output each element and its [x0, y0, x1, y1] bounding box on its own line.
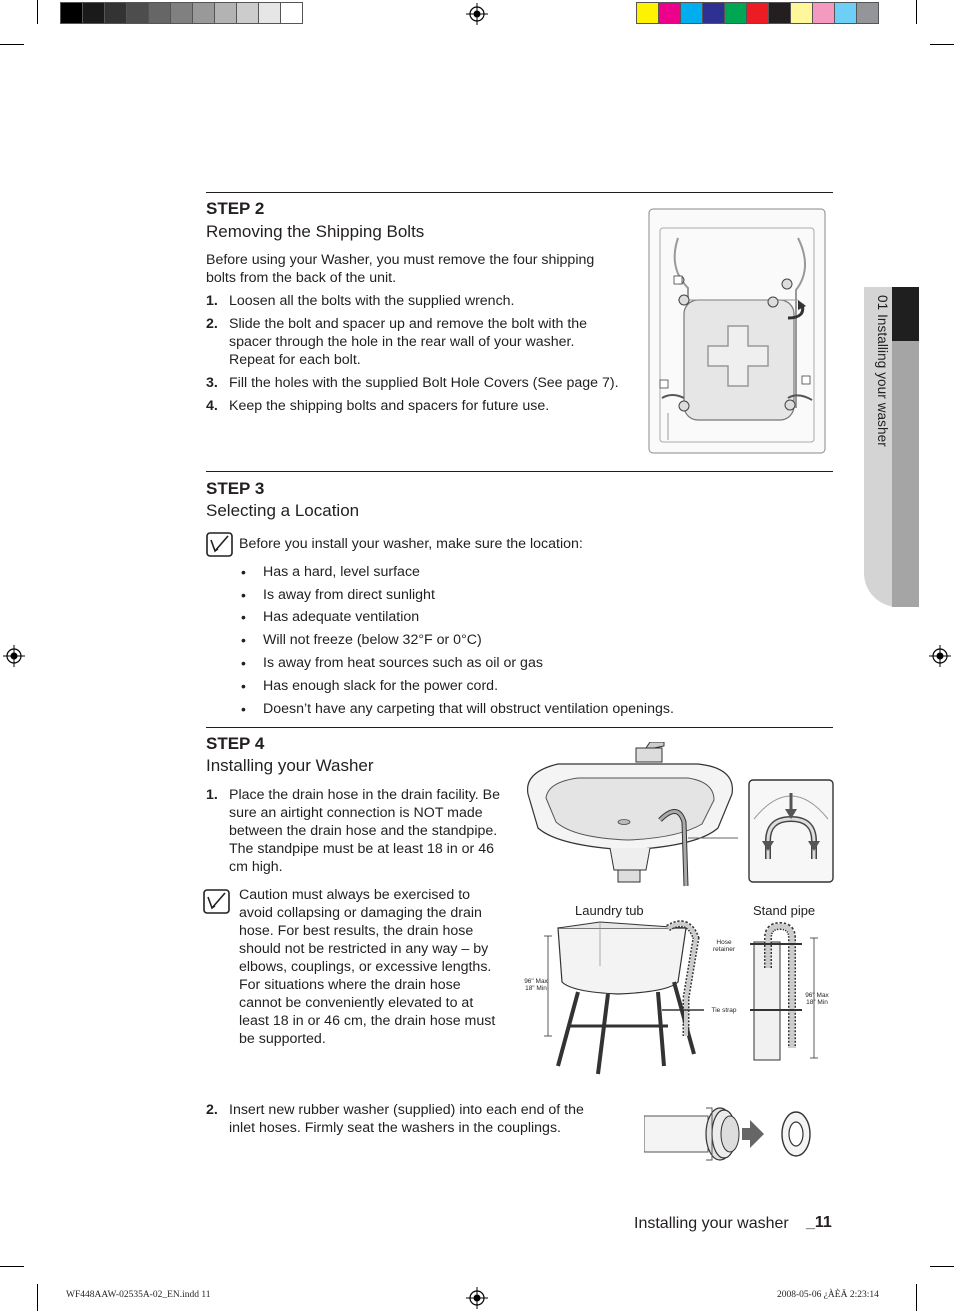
- registration-mark-icon: [3, 645, 25, 667]
- caution-text: Caution must always be exercised to: [239, 887, 471, 903]
- location-bullet: Has a hard, level surface: [263, 564, 420, 580]
- step2-item-text: Loosen all the bolts with the supplied wrench.: [229, 293, 515, 309]
- step3-note: Before you install your washer, make sure the location:: [239, 536, 583, 552]
- right-height-label: [800, 992, 834, 1006]
- caution-text: cannot be conveniently elevated to at: [239, 995, 474, 1011]
- color-swatch: [658, 2, 681, 24]
- caution-text: least 18 in or 46 cm, the drain hose must: [239, 1013, 496, 1029]
- step4-item1-text: cm high.: [229, 859, 283, 875]
- caution-text: avoid collapsing or damaging the drain: [239, 905, 482, 921]
- note-pencil-icon: [206, 532, 233, 557]
- registration-mark-icon: [466, 1287, 488, 1309]
- registration-mark-icon: [466, 3, 488, 25]
- step4-item1-text: Place the drain hose in the drain facility. Be: [229, 787, 501, 803]
- hose-retainer-text: retainer: [712, 946, 736, 953]
- step4-item2-text: Insert new rubber washer (supplied) into each end of the: [229, 1102, 584, 1118]
- left-max-text: 96" Max: [524, 978, 548, 985]
- color-swatch: [702, 2, 725, 24]
- bullet-dot: •: [241, 609, 246, 625]
- print-slug-file: WF448AAW-02535A-02_EN.indd 11: [66, 1290, 211, 1300]
- crop-mark: [916, 1284, 917, 1311]
- color-swatch: [746, 2, 769, 24]
- location-bullet: Will not freeze (below 32°F or 0°C): [263, 632, 482, 648]
- crop-mark: [0, 44, 24, 45]
- crop-mark: [930, 44, 954, 45]
- step2-item-text: Slide the bolt and spacer up and remove the bolt with the: [229, 316, 588, 332]
- left-min-text: 18" Min: [525, 985, 547, 992]
- location-bullet: Has adequate ventilation: [263, 609, 420, 625]
- color-swatch: [236, 2, 259, 24]
- caution-text: elbows, couplings, or excessive lengths.: [239, 959, 492, 975]
- step2-subheading: Removing the Shipping Bolts: [206, 222, 425, 241]
- crop-mark: [37, 1284, 38, 1311]
- step2-item-text: Keep the shipping bolts and spacers for future use.: [229, 398, 550, 414]
- step4-item-number: 2.: [206, 1102, 218, 1118]
- step2-item-number: 4.: [206, 398, 218, 414]
- side-tab-gray-block: [892, 341, 919, 607]
- crop-mark: [0, 1266, 24, 1267]
- step2-item-text: Repeat for each bolt.: [229, 352, 361, 368]
- color-swatch: [104, 2, 127, 24]
- step2-heading: STEP 2: [206, 199, 265, 218]
- step2-item-number: 1.: [206, 293, 218, 309]
- right-min-text: 18" Min: [806, 999, 828, 1006]
- location-bullet: Is away from heat sources such as oil or gas: [263, 655, 543, 671]
- laundry-tub-illustration: [518, 918, 718, 1078]
- bullet-dot: •: [241, 701, 246, 717]
- step4-item2-text: inlet hoses. Firmly seat the washers in the couplings.: [229, 1120, 561, 1136]
- print-slug-date: 2008-05-06 ¿ÀÈÄ 2:23:14: [777, 1290, 879, 1300]
- laundry-tub-label: Laundry tub: [575, 903, 644, 918]
- crop-mark: [930, 1266, 954, 1267]
- footer-page-number: _11: [806, 1214, 832, 1231]
- bullet-dot: •: [241, 655, 246, 671]
- inlet-hose-washer-illustration: [644, 1104, 816, 1166]
- stand-pipe-label: Stand pipe: [753, 903, 816, 918]
- tie-strap-label: Tie strap: [711, 1007, 737, 1014]
- hose-retainer-text: Hose: [716, 939, 732, 946]
- location-bullet: Has enough slack for the power cord.: [263, 678, 499, 694]
- hose-retainer-label: [705, 939, 743, 953]
- step2-item-number: 2.: [206, 316, 218, 332]
- caution-pencil-icon: [203, 889, 230, 914]
- step4-subheading: Installing your Washer: [206, 756, 374, 775]
- stand-pipe-illustration: [748, 918, 834, 1062]
- step4-item1-text: sure an airtight connection is NOT made: [229, 805, 483, 821]
- section-rule: [206, 192, 833, 193]
- step2-item-text: spacer through the hole in the rear wall of your washer.: [229, 334, 575, 350]
- color-swatch: [170, 2, 193, 24]
- caution-text: For situations where the drain hose: [239, 977, 461, 993]
- color-swatch: [724, 2, 747, 24]
- step4-item1-text: between the drain hose and the standpipe.: [229, 823, 498, 839]
- section-rule: [206, 727, 833, 728]
- step4-item1-text: The standpipe must be at least 18 in or 46: [229, 841, 494, 857]
- footer-section-title: Installing your washer: [634, 1215, 789, 1232]
- left-height-label: [518, 978, 554, 992]
- gray-color-bar: [60, 2, 302, 24]
- step4-heading: STEP 4: [206, 734, 265, 753]
- color-swatch: [82, 2, 105, 24]
- bullet-dot: •: [241, 564, 246, 580]
- bullet-dot: •: [241, 632, 246, 648]
- color-swatch: [258, 2, 281, 24]
- caution-text: be supported.: [239, 1031, 326, 1047]
- bullet-dot: •: [241, 587, 246, 603]
- color-swatch: [126, 2, 149, 24]
- step2-intro-line: Before using your Washer, you must remove the four shipping: [206, 252, 595, 268]
- location-bullet: Is away from direct sunlight: [263, 587, 435, 603]
- color-swatch: [192, 2, 215, 24]
- crop-mark: [37, 0, 38, 24]
- color-swatch: [214, 2, 237, 24]
- location-bullet: Doesn’t have any carpeting that will obstruct ventilation openings.: [263, 701, 674, 717]
- side-tab-dark-block: [892, 287, 919, 341]
- bullet-dot: •: [241, 678, 246, 694]
- step4-item-number: 1.: [206, 787, 218, 803]
- side-tab-label: 01 Installing your washer: [875, 295, 890, 447]
- registration-mark-icon: [929, 645, 951, 667]
- color-swatch: [680, 2, 703, 24]
- step2-intro-line: bolts from the back of the unit.: [206, 270, 397, 286]
- step2-item-number: 3.: [206, 375, 218, 391]
- color-swatch: [790, 2, 813, 24]
- caution-text: should not be restricted in any way – by: [239, 941, 489, 957]
- color-swatch: [636, 2, 659, 24]
- right-max-text: 96" Max: [805, 992, 829, 999]
- step2-item-text: Fill the holes with the supplied Bolt Hole Covers (See page 7).: [229, 375, 619, 391]
- color-swatch: [834, 2, 857, 24]
- chapter-side-tab: [864, 287, 919, 607]
- step3-heading: STEP 3: [206, 479, 265, 498]
- color-swatch: [768, 2, 791, 24]
- caution-text: hose. For best results, the drain hose: [239, 923, 474, 939]
- sink-drain-illustration: [518, 742, 740, 888]
- step3-subheading: Selecting a Location: [206, 501, 360, 520]
- color-swatch: [812, 2, 835, 24]
- color-swatch: [148, 2, 171, 24]
- section-rule: [206, 471, 833, 472]
- color-swatch: [60, 2, 83, 24]
- color-swatch: [856, 2, 879, 24]
- hose-guide-closeup: [748, 779, 834, 883]
- process-color-bar: [636, 2, 878, 24]
- washer-rear-illustration: [648, 208, 826, 454]
- color-swatch: [280, 2, 303, 24]
- crop-mark: [916, 0, 917, 24]
